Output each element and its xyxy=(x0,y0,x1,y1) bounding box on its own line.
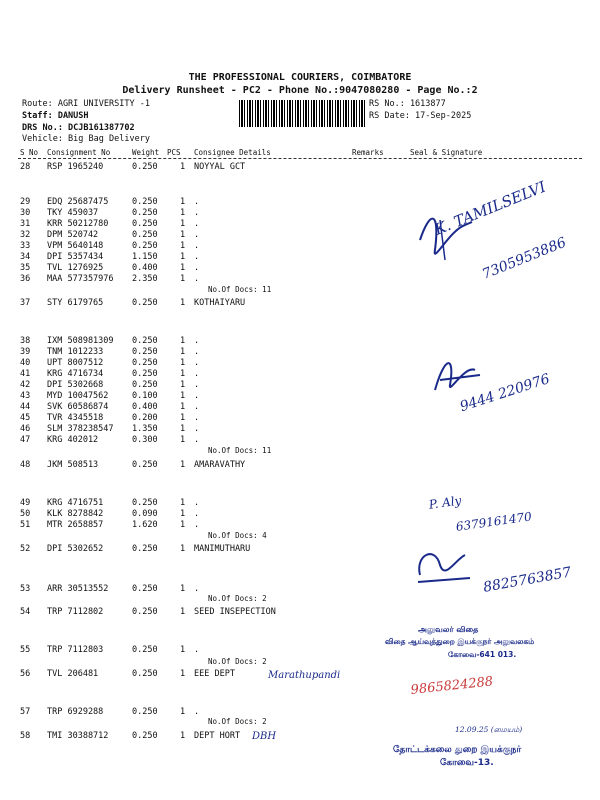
row-pcs: 1 xyxy=(180,252,186,262)
row-consignee: . xyxy=(194,197,200,207)
row-consignment: MYD 10047562 xyxy=(47,391,109,401)
row-weight: 1.620 xyxy=(132,520,158,530)
row-consignment: DPI 5357434 xyxy=(47,252,104,262)
handwritten-phone-5: 9865824288 xyxy=(410,674,494,698)
row-weight: 0.250 xyxy=(132,707,158,717)
handwritten-phone-1: 7305953886 xyxy=(480,234,569,283)
seed-stamp-line3: கோவை-641 013. xyxy=(448,650,517,659)
rs-date-label: RS Date: 17-Sep-2025 xyxy=(369,111,472,121)
row-consignment: ARR 30513552 xyxy=(47,584,109,594)
row-consignment: UPT 8007512 xyxy=(47,358,104,368)
row-consignment: TMI 30388712 xyxy=(47,731,109,741)
row-weight: 0.250 xyxy=(132,241,158,251)
row-pcs: 1 xyxy=(180,263,186,273)
row-consignee: NOYYAL GCT xyxy=(194,162,246,172)
row-consignment: DPM 520742 xyxy=(47,230,99,240)
row-pcs: 1 xyxy=(180,208,186,218)
row-pcs: 1 xyxy=(180,274,186,284)
row-consignee: . xyxy=(194,498,200,508)
row-pcs: 1 xyxy=(180,391,186,401)
row-weight: 0.400 xyxy=(132,263,158,273)
row-sno: 32 xyxy=(20,230,31,240)
row-weight: 0.250 xyxy=(132,219,158,229)
row-pcs: 1 xyxy=(180,413,186,423)
handwritten-hort-sig: DBH xyxy=(252,731,277,742)
row-sno: 45 xyxy=(20,413,31,423)
row-consignment: TRP 6929288 xyxy=(47,707,104,717)
row-weight: 0.090 xyxy=(132,509,158,519)
row-pcs: 1 xyxy=(180,669,186,679)
row-sno: 42 xyxy=(20,380,31,390)
row-consignee: DEPT HORT xyxy=(194,731,241,741)
row-pcs: 1 xyxy=(180,509,186,519)
row-pcs: 1 xyxy=(180,230,186,240)
row-consignment: KRG 402012 xyxy=(47,435,99,445)
row-consignee: SEED INSEPECTION xyxy=(194,607,276,617)
handwritten-initials-3: P. Aly xyxy=(428,493,463,512)
row-pcs: 1 xyxy=(180,460,186,470)
row-weight: 0.400 xyxy=(132,402,158,412)
drs-label: DRS No.: DCJB161387702 xyxy=(22,123,135,133)
handwritten-date-note: 12.09.25 (மையம்) xyxy=(455,725,523,734)
row-sno: 43 xyxy=(20,391,31,401)
row-sno: 31 xyxy=(20,219,31,229)
row-consignee: . xyxy=(194,369,200,379)
row-weight: 0.250 xyxy=(132,731,158,741)
row-weight: 1.150 xyxy=(132,252,158,262)
row-sno: 51 xyxy=(20,520,31,530)
row-sno: 53 xyxy=(20,584,31,594)
row-consignee: . xyxy=(194,424,200,434)
doc-count: No.Of Docs: 2 xyxy=(208,594,267,603)
doc-count: No.Of Docs: 11 xyxy=(208,446,272,455)
row-consignment: MAA 577357976 xyxy=(47,274,114,284)
row-sno: 48 xyxy=(20,460,31,470)
row-pcs: 1 xyxy=(180,520,186,530)
row-sno: 34 xyxy=(20,252,31,262)
signature-scribble-4 xyxy=(410,540,480,590)
row-weight: 0.250 xyxy=(132,197,158,207)
header-rule xyxy=(18,158,582,159)
row-consignment: TVL 1276925 xyxy=(47,263,104,273)
col-sno: S No xyxy=(20,148,39,157)
row-pcs: 1 xyxy=(180,731,186,741)
row-weight: 0.200 xyxy=(132,413,158,423)
row-pcs: 1 xyxy=(180,347,186,357)
row-weight: 0.250 xyxy=(132,645,158,655)
handwritten-name-1: K. TAMILSELVI xyxy=(432,177,549,239)
row-sno: 44 xyxy=(20,402,31,412)
staff-label: Staff: DANUSH xyxy=(22,111,89,121)
row-sno: 37 xyxy=(20,298,31,308)
row-pcs: 1 xyxy=(180,607,186,617)
row-consignee: . xyxy=(194,274,200,284)
row-sno: 46 xyxy=(20,424,31,434)
row-sno: 33 xyxy=(20,241,31,251)
hort-stamp-line2: கோவை-13. xyxy=(440,758,494,768)
row-weight: 0.250 xyxy=(132,669,158,679)
rs-no-label: RS No.: 1613877 xyxy=(369,99,446,109)
row-weight: 2.350 xyxy=(132,274,158,284)
handwritten-phone-2: 9444 220976 xyxy=(458,371,552,416)
row-weight: 0.250 xyxy=(132,208,158,218)
row-consignment: TVL 206481 xyxy=(47,669,99,679)
row-weight: 1.350 xyxy=(132,424,158,434)
row-pcs: 1 xyxy=(180,369,186,379)
row-consignment: TKY 459037 xyxy=(47,208,99,218)
row-weight: 0.250 xyxy=(132,607,158,617)
row-consignment: EDQ 25687475 xyxy=(47,197,109,207)
row-consignee: . xyxy=(194,263,200,273)
row-consignee: . xyxy=(194,707,200,717)
row-weight: 0.100 xyxy=(132,391,158,401)
row-sno: 29 xyxy=(20,197,31,207)
row-sno: 49 xyxy=(20,498,31,508)
row-consignee: . xyxy=(194,413,200,423)
row-sno: 38 xyxy=(20,336,31,346)
seed-stamp-line1: அலுவலர் விதை xyxy=(418,625,479,634)
row-consignment: SLM 378238547 xyxy=(47,424,114,434)
row-pcs: 1 xyxy=(180,219,186,229)
doc-count: No.Of Docs: 4 xyxy=(208,531,267,540)
row-weight: 0.250 xyxy=(132,347,158,357)
runsheet-title: Delivery Runsheet - PC2 - Phone No.:9047080280 - Page No.:2 xyxy=(122,85,478,96)
row-sno: 41 xyxy=(20,369,31,379)
col-weight: Weight xyxy=(132,148,160,157)
row-pcs: 1 xyxy=(180,336,186,346)
row-consignee: . xyxy=(194,380,200,390)
row-weight: 0.250 xyxy=(132,358,158,368)
row-consignee: . xyxy=(194,402,200,412)
col-pcs: PCS xyxy=(167,148,181,157)
row-consignee: . xyxy=(194,391,200,401)
row-consignee: . xyxy=(194,509,200,519)
row-consignee: . xyxy=(194,208,200,218)
row-sno: 28 xyxy=(20,162,31,172)
row-sno: 39 xyxy=(20,347,31,357)
row-consignment: JKM 508513 xyxy=(47,460,99,470)
route-label: Route: AGRI UNIVERSITY -1 xyxy=(22,99,150,109)
row-weight: 0.250 xyxy=(132,460,158,470)
row-weight: 0.250 xyxy=(132,584,158,594)
row-consignment: DPI 5302652 xyxy=(47,544,104,554)
col-consignee: Consignee Details xyxy=(194,148,271,157)
row-consignment: KRG 4716751 xyxy=(47,498,104,508)
row-weight: 0.250 xyxy=(132,380,158,390)
row-consignee: AMARAVATHY xyxy=(194,460,246,470)
row-pcs: 1 xyxy=(180,645,186,655)
vehicle-label: Vehicle: Big Bag Delivery xyxy=(22,134,150,144)
row-consignment: KRR 50212780 xyxy=(47,219,109,229)
row-sno: 52 xyxy=(20,544,31,554)
row-consignee: . xyxy=(194,219,200,229)
row-pcs: 1 xyxy=(180,498,186,508)
row-consignee: MANIMUTHARU xyxy=(194,544,251,554)
company-title: THE PROFESSIONAL COURIERS, COIMBATORE xyxy=(188,72,412,83)
row-consignment: KRG 4716734 xyxy=(47,369,104,379)
row-consignee: . xyxy=(194,520,200,530)
col-seal: Seal & Signature xyxy=(410,148,483,157)
row-consignment: SVK 60586874 xyxy=(47,402,109,412)
row-consignee: KOTHAIYARU xyxy=(194,298,246,308)
row-consignee: . xyxy=(194,347,200,357)
row-sno: 36 xyxy=(20,274,31,284)
row-sno: 40 xyxy=(20,358,31,368)
row-consignee: EEE DEPT xyxy=(194,669,235,679)
handwritten-eee-name: Marathupandi xyxy=(268,670,341,681)
row-consignment: TRP 7112803 xyxy=(47,645,104,655)
row-consignee: . xyxy=(194,336,200,346)
row-consignment: MTR 2658857 xyxy=(47,520,104,530)
seed-stamp-line2: விதை ஆய்வுத்துறை இயக்குநர் அலுவலகம் xyxy=(385,637,535,646)
row-pcs: 1 xyxy=(180,435,186,445)
row-sno: 54 xyxy=(20,607,31,617)
row-weight: 0.250 xyxy=(132,298,158,308)
barcode xyxy=(239,100,366,127)
row-sno: 47 xyxy=(20,435,31,445)
row-consignee: . xyxy=(194,435,200,445)
row-consignment: VPM 5640148 xyxy=(47,241,104,251)
row-consignee: . xyxy=(194,584,200,594)
row-sno: 57 xyxy=(20,707,31,717)
row-pcs: 1 xyxy=(180,298,186,308)
row-consignee: . xyxy=(194,252,200,262)
doc-count: No.Of Docs: 2 xyxy=(208,657,267,666)
row-consignment: IXM 508981309 xyxy=(47,336,114,346)
row-consignee: . xyxy=(194,645,200,655)
row-weight: 0.250 xyxy=(132,544,158,554)
row-pcs: 1 xyxy=(180,241,186,251)
row-sno: 55 xyxy=(20,645,31,655)
row-pcs: 1 xyxy=(180,584,186,594)
row-pcs: 1 xyxy=(180,402,186,412)
row-consignment: STY 6179765 xyxy=(47,298,104,308)
row-pcs: 1 xyxy=(180,197,186,207)
handwritten-phone-3: 6379161470 xyxy=(455,509,533,534)
row-pcs: 1 xyxy=(180,380,186,390)
hort-stamp-line1: தோட்டக்கலை துறை இயக்குநர் xyxy=(393,745,522,755)
row-sno: 30 xyxy=(20,208,31,218)
row-weight: 0.250 xyxy=(132,162,158,172)
row-weight: 0.250 xyxy=(132,498,158,508)
row-pcs: 1 xyxy=(180,424,186,434)
row-sno: 35 xyxy=(20,263,31,273)
handwritten-phone-4: 8825763857 xyxy=(482,564,573,596)
row-weight: 0.250 xyxy=(132,230,158,240)
row-pcs: 1 xyxy=(180,162,186,172)
row-consignee: . xyxy=(194,241,200,251)
row-weight: 0.250 xyxy=(132,336,158,346)
row-pcs: 1 xyxy=(180,358,186,368)
row-consignment: DPI 5302668 xyxy=(47,380,104,390)
row-pcs: 1 xyxy=(180,544,186,554)
row-weight: 0.300 xyxy=(132,435,158,445)
col-remarks: Remarks xyxy=(352,148,384,157)
row-consignee: . xyxy=(194,230,200,240)
row-sno: 58 xyxy=(20,731,31,741)
row-consignment: RSP 1965240 xyxy=(47,162,104,172)
col-consignment: Consignment No xyxy=(47,148,111,157)
row-sno: 56 xyxy=(20,669,31,679)
row-sno: 50 xyxy=(20,509,31,519)
doc-count: No.Of Docs: 11 xyxy=(208,285,272,294)
row-consignment: TVR 4345518 xyxy=(47,413,104,423)
row-weight: 0.250 xyxy=(132,369,158,379)
row-consignee: . xyxy=(194,358,200,368)
row-consignment: TRP 7112802 xyxy=(47,607,104,617)
doc-count: No.Of Docs: 2 xyxy=(208,717,267,726)
row-pcs: 1 xyxy=(180,707,186,717)
row-consignment: TNM 1012233 xyxy=(47,347,104,357)
row-consignment: KLK 8278842 xyxy=(47,509,104,519)
